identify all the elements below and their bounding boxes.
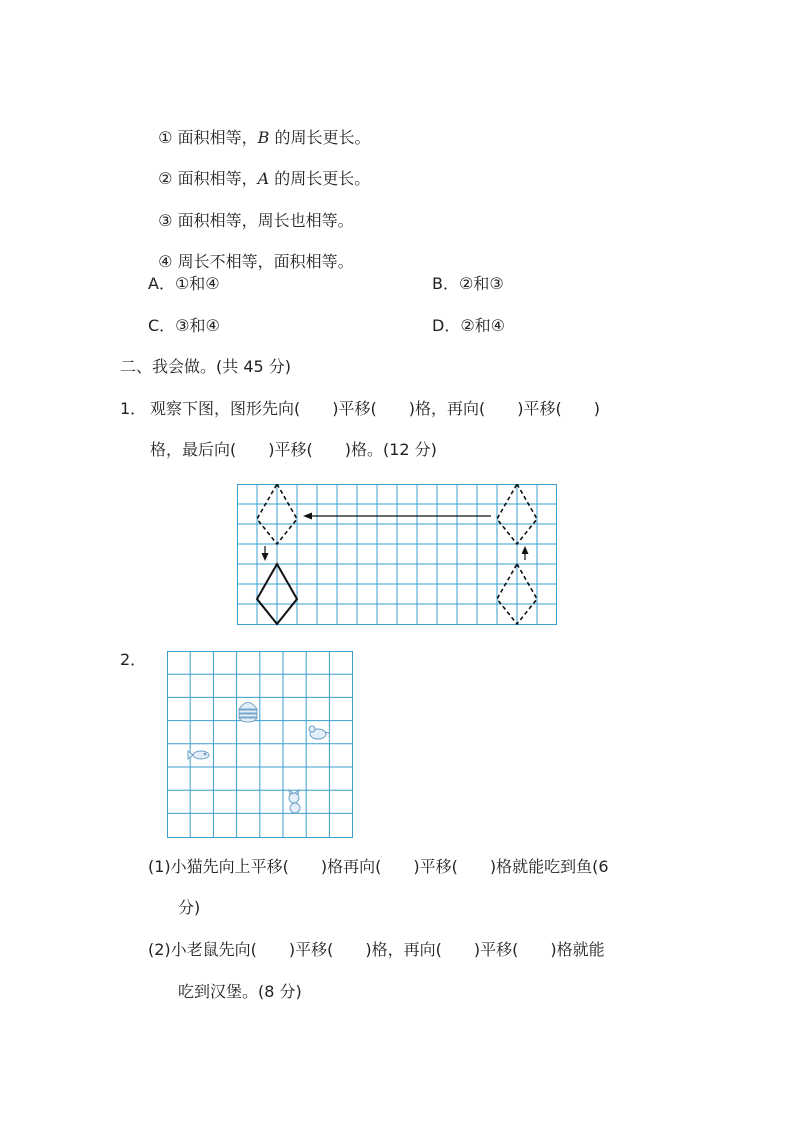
option-marker: ③ [158, 211, 173, 230]
option-marker: ① [158, 128, 173, 147]
option-3: ③ 面积相等，周长也相等。 [158, 211, 354, 230]
choice-b: B．②和③ [432, 274, 504, 293]
sub-question-1: (1)小猫先向上平移( )格再向( )平移( )格就能吃到鱼(6 [148, 857, 609, 876]
grid-lines [167, 651, 353, 838]
choice-d: D．②和④ [432, 316, 506, 335]
sub-question-2-cont: 吃到汉堡。(8 分) [178, 982, 302, 1001]
question-number: 1． [120, 399, 147, 418]
sub-question-1-cont: 分) [178, 898, 201, 917]
choice-c: C．③和④ [148, 316, 220, 335]
sub-question-2: (2)小老鼠先向( )平移( )格，再向( )平移( )格就能 [148, 940, 605, 959]
arrow-up-icon [522, 546, 529, 560]
option-marker: ② [158, 169, 173, 188]
translation-grid-figure [237, 484, 557, 626]
choice-a: A．①和④ [148, 274, 220, 293]
hamburger-icon [239, 703, 257, 723]
mouse-icon [309, 726, 330, 739]
fish-icon [188, 751, 209, 759]
question-text: 格，最后向( )平移( )格。(12 分) [150, 440, 437, 459]
option-1: ① 面积相等，B 的周长更长。 [158, 128, 371, 147]
option-2: ② 面积相等，A 的周长更长。 [158, 169, 371, 188]
cat-icon [289, 790, 300, 813]
option-marker: ④ [158, 252, 173, 271]
animal-grid-figure [167, 651, 354, 839]
grid-lines [237, 484, 557, 625]
section-heading: 二、我会做。(共 45 分) [120, 357, 292, 376]
arrow-down-icon [262, 546, 269, 561]
question-text: 观察下图，图形先向( )平移( )格，再向( )平移( ) [150, 399, 600, 418]
option-4: ④ 周长不相等，面积相等。 [158, 252, 354, 271]
question-number: 2． [120, 650, 147, 669]
